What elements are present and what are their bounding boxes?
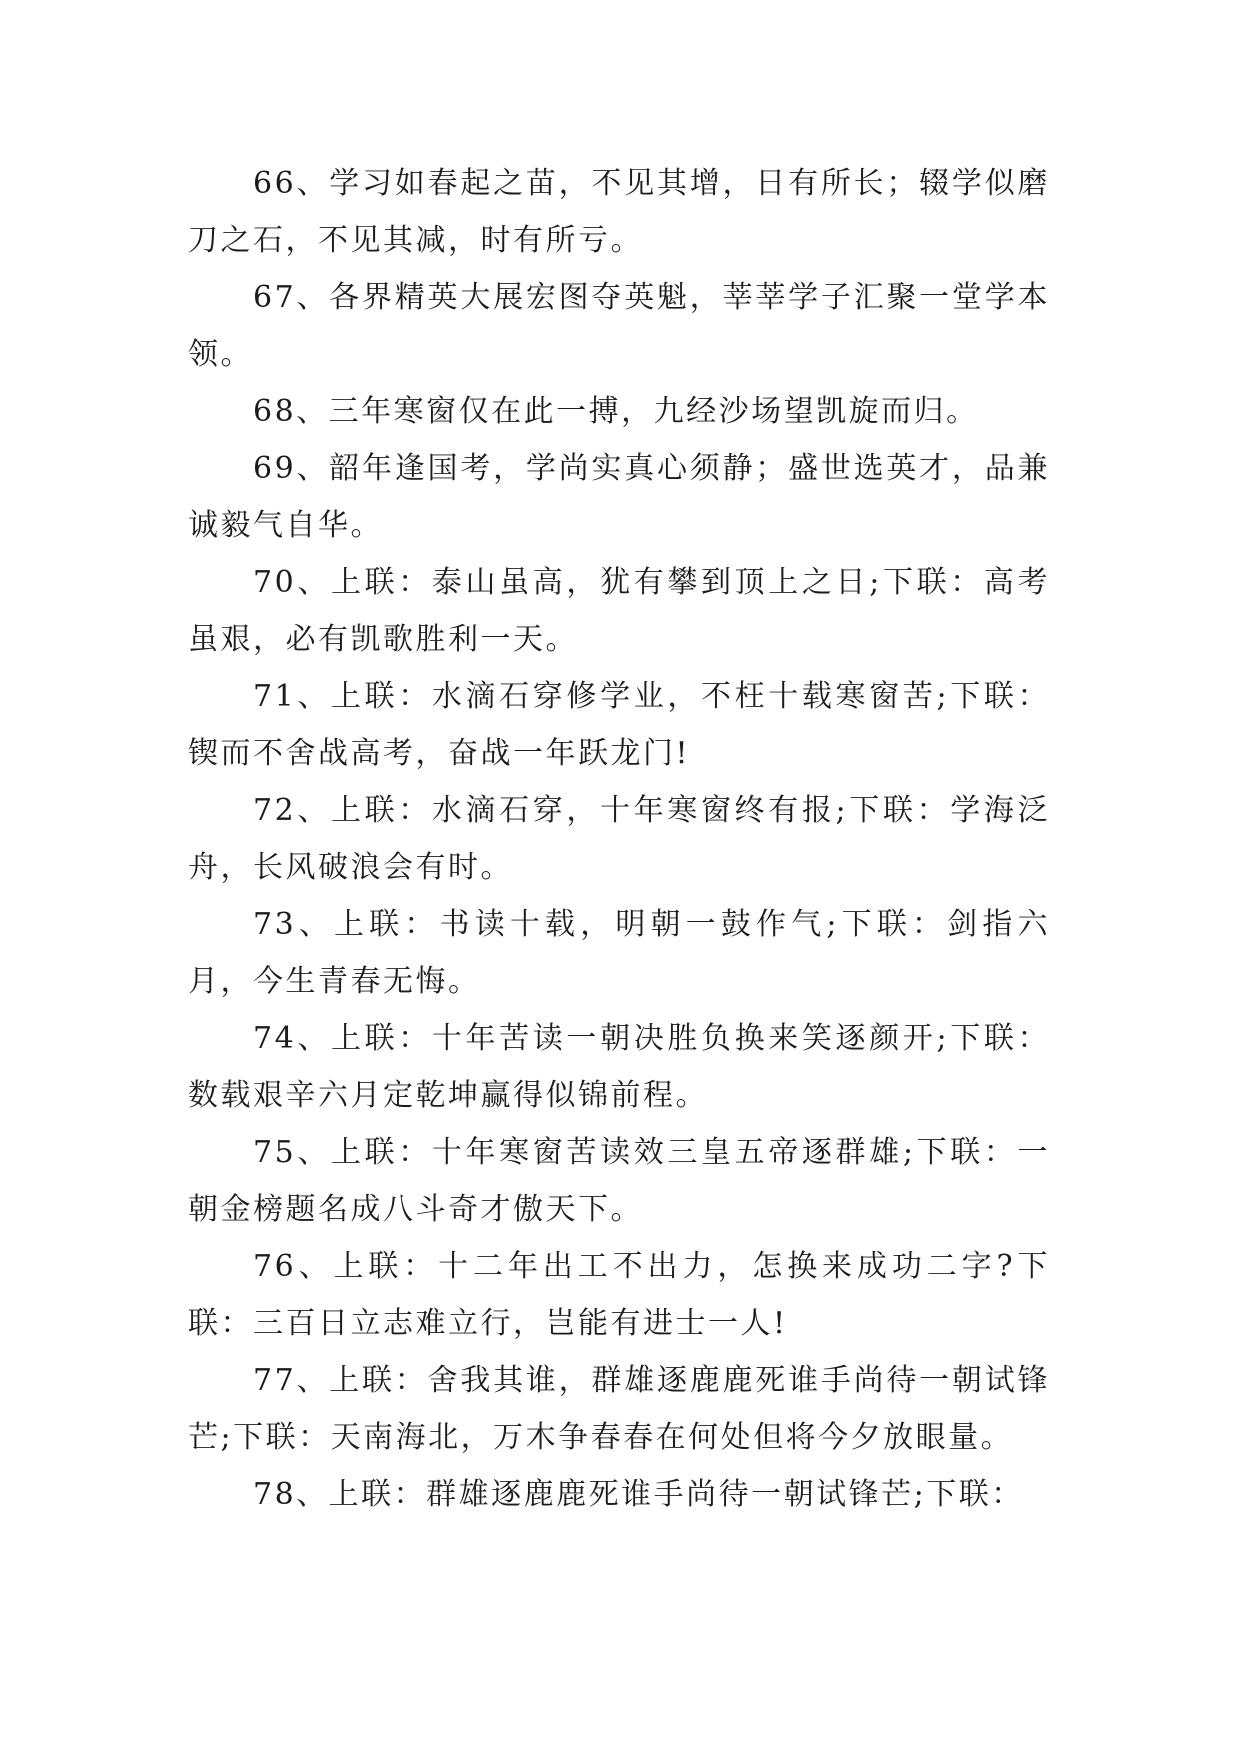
document-body xyxy=(188,155,1050,1523)
paragraph-74: 74、上联：十年苦读一朝决胜负换来笑逐颜开;下联：数载艰辛六月定乾坤赢得似锦前程。 xyxy=(188,1021,1050,1113)
paragraph-69: 69、韶年逢国考，学尚实真心须静；盛世选英才，品兼诚毅气自华。 xyxy=(188,451,1050,543)
paragraph-66: 66、学习如春起之苗，不见其增，日有所长；辍学似磨刀之石，不见其减，时有所亏。 xyxy=(188,166,1050,258)
paragraph-71: 71、上联：水滴石穿修学业，不枉十载寒窗苦;下联：锲而不舍战高考，奋战一年跃龙门! xyxy=(188,679,1050,771)
paragraph-77: 77、上联：舍我其谁，群雄逐鹿鹿死谁手尚待一朝试锋芒;下联：天南海北，万木争春春在何处但将今夕放眼量。 xyxy=(188,1363,1050,1455)
paragraph-73: 73、上联：书读十载，明朝一鼓作气;下联：剑指六月，今生青春无悔。 xyxy=(188,907,1050,999)
paragraph-68: 68、三年寒窗仅在此一搏，九经沙场望凯旋而归。 xyxy=(253,394,979,429)
paragraph-72: 72、上联：水滴石穿，十年寒窗终有报;下联：学海泛舟，长风破浪会有时。 xyxy=(188,793,1050,885)
paragraph-78: 78、上联：群雄逐鹿鹿死谁手尚待一朝试锋芒;下联： xyxy=(253,1477,1024,1512)
paragraph-76: 76、上联：十二年出工不出力，怎换来成功二字?下联：三百日立志难立行，岂能有进士一人! xyxy=(188,1249,1050,1341)
paragraph-67: 67、各界精英大展宏图夺英魁，莘莘学子汇聚一堂学本领。 xyxy=(188,280,1050,372)
paragraph-70: 70、上联：泰山虽高，犹有攀到顶上之日;下联：高考虽艰，必有凯歌胜利一天。 xyxy=(188,565,1050,657)
paragraph-75: 75、上联：十年寒窗苦读效三皇五帝逐群雄;下联：一朝金榜题名成八斗奇才傲天下。 xyxy=(188,1135,1050,1227)
